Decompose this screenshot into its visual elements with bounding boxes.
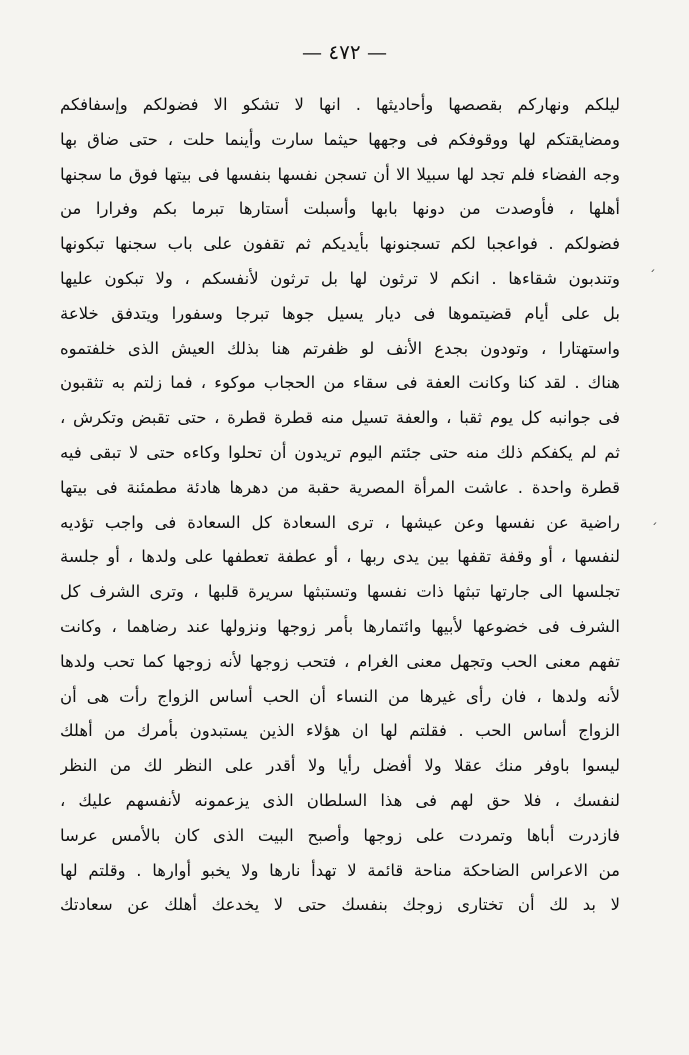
page-body-text <box>60 88 620 923</box>
text-line: الشرف فى خضوعها لأبيها وائتمارها بأمر زوجها ونزولها عند رضاهما ، وكانت <box>60 616 620 636</box>
text-line: بل على أيام قضيتموها فى ديار يسيل جوها تبرجا وسفورا ويتدفق خلاعة <box>60 303 620 323</box>
text-line: وجه الفضاء فلم تجد لها سبيلا الا أن تسجن نفسها بنفسها فى بيتها فوق ما سجنها <box>60 164 620 184</box>
text-line: تجلسها الى جارتها تبثها ذات نفسها وتستبثها سريرة قلبها ، وترى الشرف كل <box>60 582 620 602</box>
text-line: فى جوانبه كل يوم ثقبا ، والعفة تسيل منه قطرة قطرة ، حتى تقبض وتكرش ، <box>60 408 620 428</box>
text-line: ومضايقتكم لها ووقوفكم فى وجهها حيثما سارت وأينما حلت ، حتى ضاق بها <box>60 129 620 149</box>
text-line: فازدرت أباها وتمردت على زوجها وأصبح البيت الذى كان بالأمس عرسا <box>60 825 620 845</box>
text-line: هناك . لقد كنا وكانت العفة فى سقاء من الحجاب موكوء ، فما زلتم به تثقبون <box>60 373 620 393</box>
text-line: راضية عن نفسها وعن عيشها ، ترى السعادة كل السعادة فى واجب تؤديه <box>60 512 620 532</box>
text-line: لنفسك ، فلا حق لهم فى هذا السلطان الذى يزعمونه لأنفسهم عليك ، <box>60 790 620 810</box>
page-number: — ٤٧٢ — <box>302 40 387 64</box>
margin-speck: ׳ <box>652 518 658 534</box>
text-line: تفهم معنى الحب وتجهل معنى الغرام ، فتحب زوجها لأنه زوجها كما تحب ولدها <box>60 651 620 671</box>
text-line: لنفسها ، أو وقفة تقفها بين يدى ربها ، أو عطفة تعطفها على ولدها ، أو جلسة <box>60 547 620 567</box>
text-line: من الاعراس الضاحكة مناحة قائمة لا تهدأ نارها ولا يخبو أوارها . وقلتم لها <box>60 860 620 880</box>
text-line: قطرة واحدة . عاشت المرأة المصرية حقبة من دهرها هادئة مطمئنة فى بيتها <box>60 477 620 497</box>
text-line: وتندبون شقاءها . انكم لا ترثون لها بل ترثون لأنفسكم ، ولا تبكون عليها <box>60 268 620 288</box>
text-line: لا بد لك أن تختارى زوجك بنفسك حتى لا يخدعك أهلك عن سعادتك <box>60 895 620 915</box>
text-line: فضولكم . فواعجبا لكم تسجنونها بأيديكم ثم تقفون على باب سجنها تبكونها <box>60 234 620 254</box>
text-line: واستهتارا ، وتودون بجدع الأنف لو ظفرتم هنا بذلك العيش الذى خلفتموه <box>60 338 620 358</box>
text-line: لأنه ولدها ، فان رأى غيرها من النساء أن الحب أساس الزواج رأت هى أن <box>60 686 620 706</box>
text-line: أهلها ، فأوصدت من دونها بابها وأسبلت أستارها تبرما بكم وفرارا من <box>60 199 620 219</box>
text-line: الزواج أساس الحب . فقلتم لها ان هؤلاء الذين يستبدون بأمرك من أهلك <box>60 721 620 741</box>
margin-speck: ׳ <box>650 265 656 281</box>
text-line: ثم لم يكفكم ذلك منه حتى جئتم اليوم تريدون أن تحلوا وكاءه حتى لا تبقى فيه <box>60 442 620 462</box>
text-line: ليلكم ونهاركم بقصصها وأحاديثها . انها لا تشكو الا فضولكم وإسفافكم <box>60 95 620 114</box>
text-line: ليسوا باوفر منك عقلا ولا أفضل رأيا ولا أقدر على النظر لك من النظر <box>60 756 620 776</box>
